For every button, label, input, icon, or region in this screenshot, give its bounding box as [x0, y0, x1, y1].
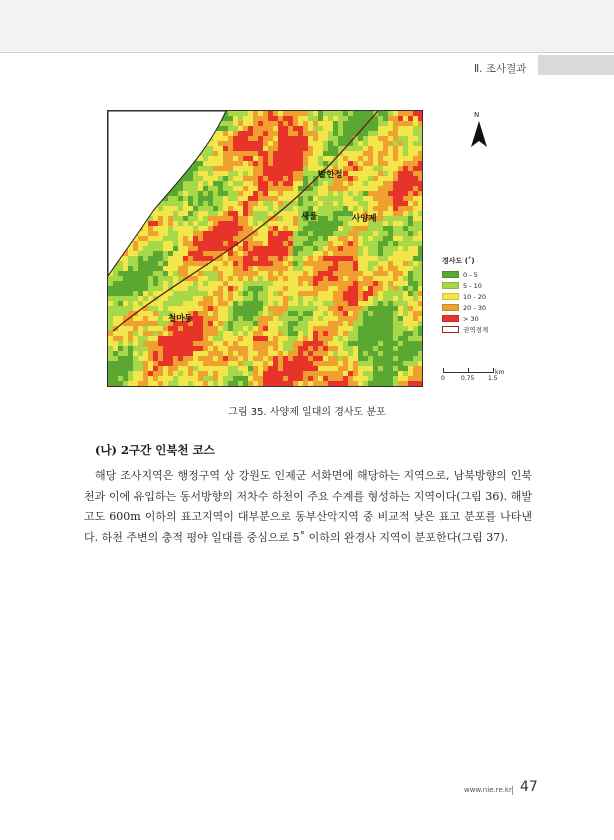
scale-bar — [441, 368, 505, 388]
scale-unit: km — [495, 369, 505, 376]
legend-swatch — [442, 293, 459, 300]
slope-map — [107, 110, 423, 387]
page-number: 47 — [520, 779, 538, 795]
legend-label: 권역경계 — [463, 326, 489, 334]
scale-tick-label: 0.75 — [461, 375, 475, 382]
scale-tick-label: 1.5 — [488, 375, 498, 382]
legend-label: 0 - 5 — [463, 270, 478, 279]
scale-tick — [493, 368, 494, 373]
footer-separator — [512, 786, 513, 795]
footer-url: www.nie.re.kr — [464, 786, 512, 794]
scale-tick-label: 0 — [441, 375, 445, 382]
legend-item — [442, 313, 488, 324]
header-divider — [0, 52, 614, 53]
legend-title: 경사도 (˚) — [442, 257, 475, 265]
north-label: N — [474, 111, 480, 119]
legend-label: > 30 — [463, 314, 479, 323]
legend — [442, 256, 488, 335]
legend-item — [442, 324, 488, 335]
slope-raster — [108, 111, 422, 386]
header-band — [0, 0, 614, 52]
place-label: 발한정 — [318, 170, 343, 180]
legend-swatch — [442, 315, 459, 322]
scale-tick — [443, 368, 444, 373]
body-text: 해당 조사지역은 행정구역 상 강원도 인제군 서화면에 해당하는 지역으로, 남북방향의 인북천과 이에 유입하는 동서방향의 저차수 하천이 주요 수계를 형성하는 지역이다(그림 36). 해발고도 600m 이하의 표고지역이 대부분으로 동부산악지역 중 비교적 낮은 표고 분포를 나타낸다. 하천 주변의 충적 평야 일대를 중심으로 5˚ 이하의 완경사 지역이 분포한다(그림 37). — [84, 469, 532, 544]
place-label: 새울 — [301, 212, 318, 222]
scale-tick — [468, 368, 469, 373]
legend-item — [442, 269, 488, 280]
legend-swatch — [442, 304, 459, 311]
north-arrow-icon — [469, 111, 489, 151]
legend-label: 20 - 30 — [463, 303, 487, 312]
section-label: Ⅱ. 조사결과 — [474, 63, 527, 75]
place-label: 철마동 — [168, 314, 193, 324]
section-tab — [538, 55, 614, 75]
figure-caption: 그림 35. 사양제 일대의 경사도 분포 — [228, 407, 386, 418]
legend-swatch — [442, 326, 459, 333]
section-subheading: (나) 2구간 인북천 코스 — [95, 443, 215, 457]
legend-label: 5 - 10 — [463, 281, 482, 290]
legend-item — [442, 280, 488, 291]
legend-item — [442, 302, 488, 313]
legend-label: 10 - 20 — [463, 292, 487, 301]
legend-swatch — [442, 282, 459, 289]
place-label: 사양제 — [352, 214, 377, 224]
legend-item — [442, 291, 488, 302]
body-paragraph — [84, 466, 532, 548]
legend-swatch — [442, 271, 459, 278]
